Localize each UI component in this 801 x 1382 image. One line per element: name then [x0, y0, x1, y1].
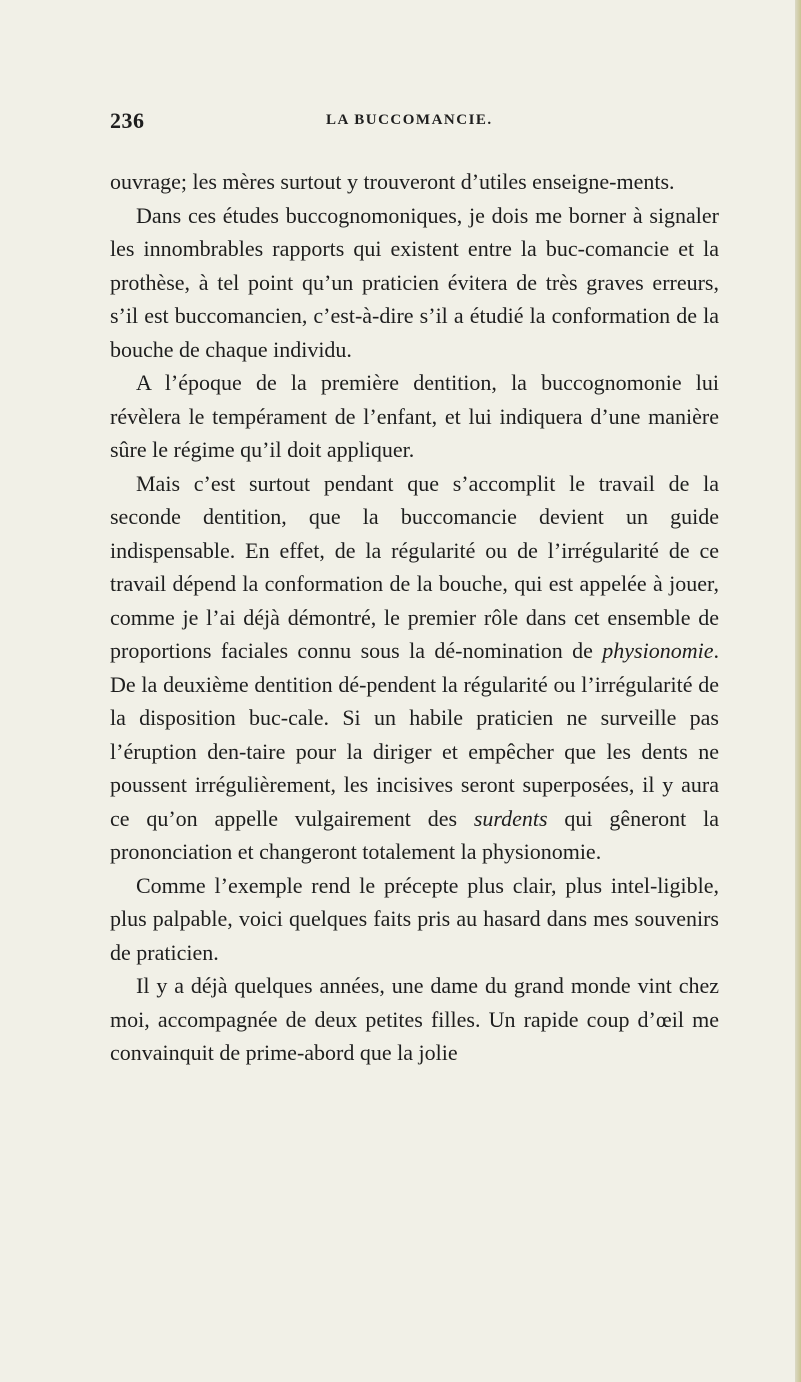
- paragraph-1: ouvrage; les mères surtout y trouveront d’utiles enseigne-ments.: [110, 169, 675, 194]
- italic-term-surdents: surdents: [473, 805, 548, 831]
- page-edge: [795, 0, 801, 1382]
- paragraph-5: Comme l’exemple rend le précepte plus clair, plus intel-ligible, plus palpable, voici quelques faits pris au hasard dans mes souvenirs de praticien.: [110, 872, 719, 965]
- paragraph-4-text-c: qui gêneront la prononciation et changeront totalement la physionomie.: [110, 805, 719, 864]
- paragraph-4-text-a: Mais c’est surtout pendant que s’accomplit le travail de la seconde dentition, que la buccomancie devient un guide indispensable. En effet, de la régularité ou de l’irrégularité de ce travail dépend la conformation de la bouche, qui est appelée à jouer, comme je l’ai déjà démontré, le premier rôle dans cet ensemble de proportions faciales connu sous la dé-nomination de: [110, 470, 719, 663]
- body-text: [110, 165, 719, 1070]
- running-head: LA BUCCOMANCIE.: [326, 112, 493, 128]
- paragraph-4-text-b: . De la deuxième dentition dé-pendent la régularité ou l’irrégularité de la disposition buc-cale. Si un habile praticien ne surveille pas l’éruption den-taire pour la diriger et empêcher que les dents ne poussent irrégulièrement, les incisives seront superposées, il y aura ce qu’on appelle vulgairement des: [110, 638, 719, 831]
- page-number: 236: [110, 108, 145, 133]
- page-header: [110, 108, 720, 148]
- paragraph-2: Dans ces études buccognomoniques, je dois me borner à signaler les innombrables rapports qui existent entre la buc-comancie et la prothèse, à tel point qu’un praticien évitera de très graves erreurs, s’il est buccomancien, c’est-à-dire s’il a étudié la conformation de la bouche de chaque individu.: [110, 202, 719, 362]
- paragraph-3: A l’époque de la première dentition, la buccognomonie lui révèlera le tempérament de l’enfant, et lui indiquera d’une manière sûre le régime qu’il doit appliquer.: [110, 370, 719, 462]
- paragraph-4: [110, 467, 719, 869]
- italic-term-physionomie: physionomie: [602, 638, 714, 663]
- paragraph-6: Il y a déjà quelques années, une dame du grand monde vint chez moi, accompagnée de deux petites filles. Un rapide coup d’œil me convainquit de prime-abord que la jolie: [110, 973, 719, 1065]
